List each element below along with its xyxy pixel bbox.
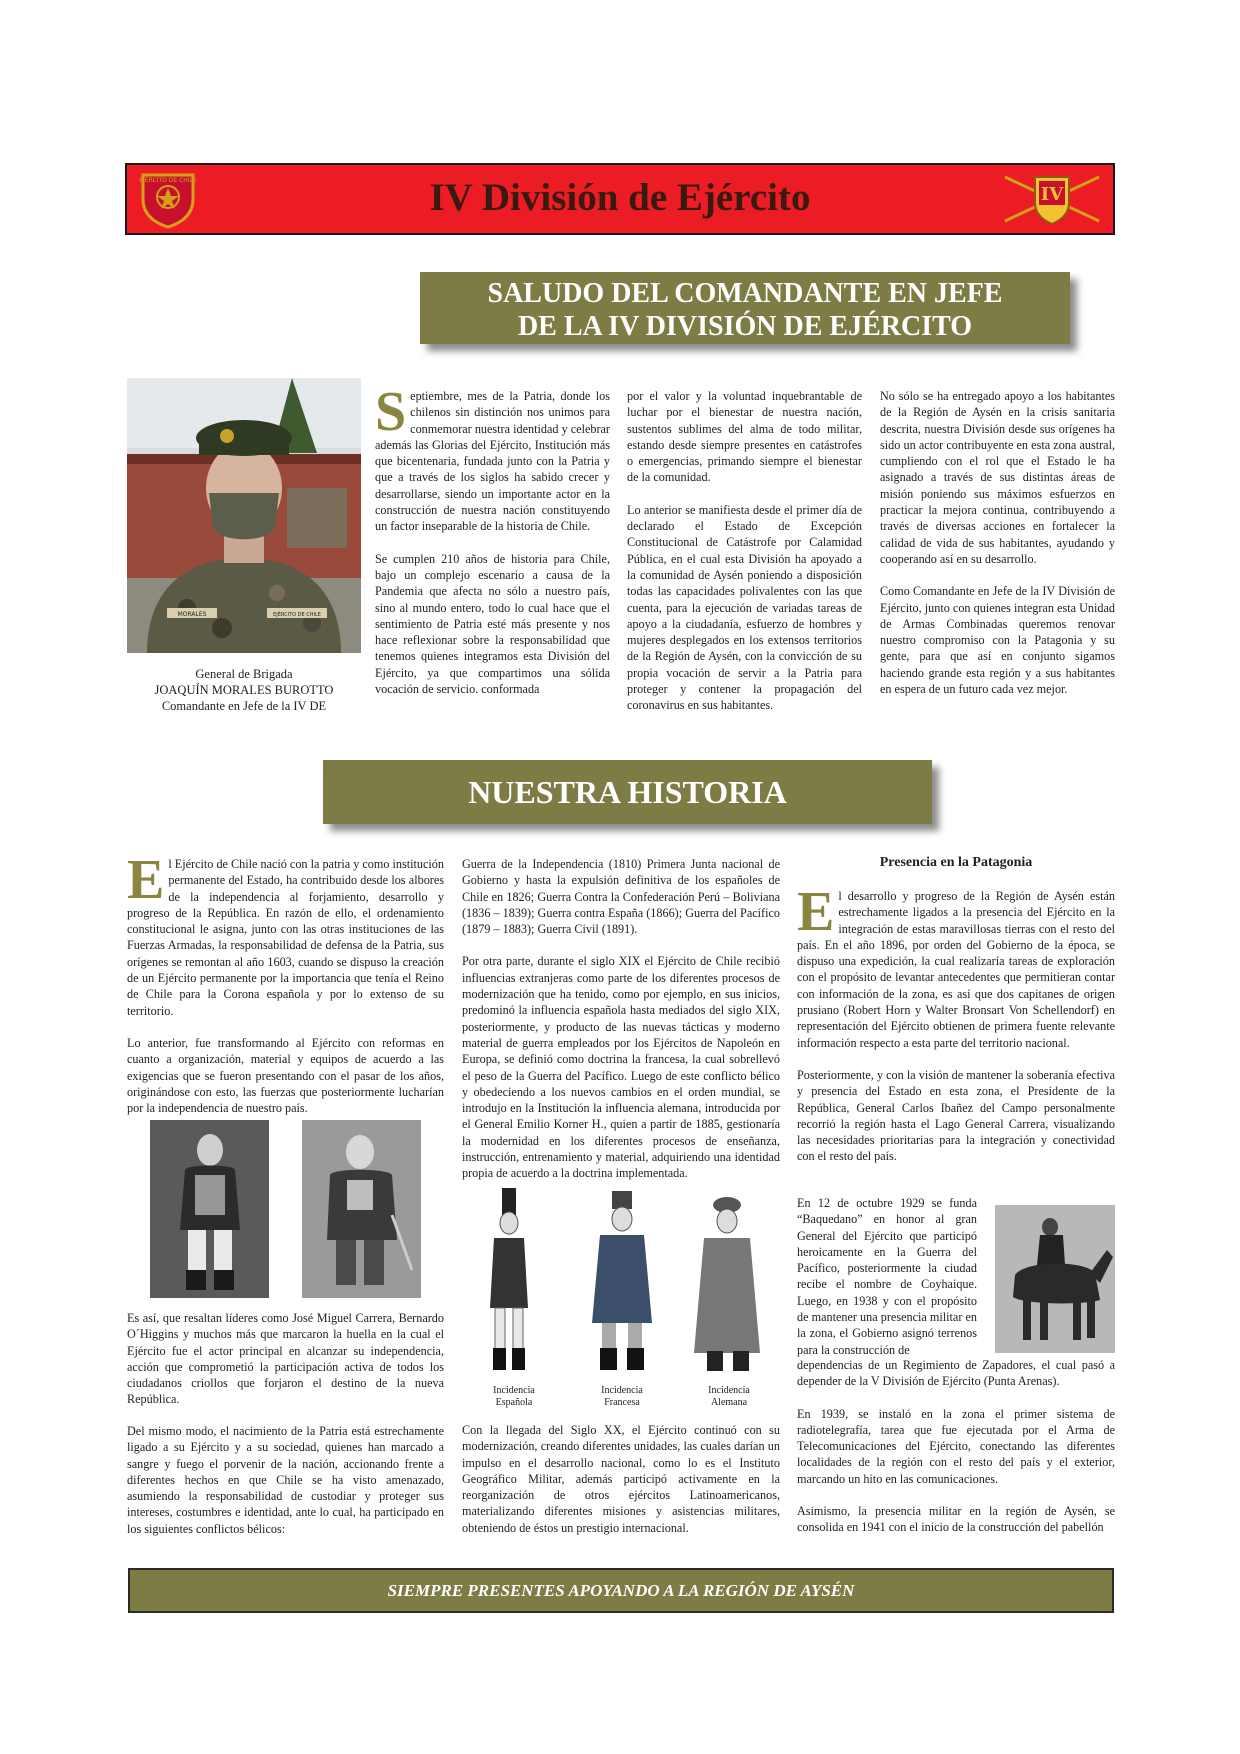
uniform-label-french xyxy=(582,1385,662,1409)
paragraph: Lo anterior, fue transformando al Ejército con reformas en cuanto a organización, material y equipos de acuerdo a las exigencias que se fueron presentando con el pasar de los años, originándose con esto, las fuerzas que posteriormente lucharían por la independencia de nuestro país. xyxy=(127,1035,444,1116)
division-numeral: IV xyxy=(1040,184,1064,205)
caption-role: Comandante en Jefe de la IV DE xyxy=(161,699,327,713)
greeting-column-1 xyxy=(375,381,610,713)
paragraph: dependencias de un Regimiento de Zapadores, el cual pasó a depender de la V División de Ejército (Punta Arenas). xyxy=(797,1358,1115,1389)
paragraph: Del mismo modo, el nacimiento de la Patria está estrechamente ligado a su Ejército y a su sociedad, quienes han marcado a sangre y fuego el porvenir de la nación, accionando frente a diferentes hechos en que Chile se ha visto amenazado, asumiendo la responsabilidad de custodiar y proteger sus intereses, costumbres e identidad, ante lo cual, ha participado en los siguientes conflictos bélicos: xyxy=(127,1424,444,1536)
paragraph: l desarrollo y progreso de la Región de Aysén están estrechamente ligados a la presencia del Ejército en la integración de estas maravillosas tierras con el resto del país. En el año 1896, por orden del Gobierno de la época, se dispuso una expedición, la cual realizaría tareas de exploración con el propósito de levantar antecedentes que permitieran contar con información de la zona, es así que dos capitanes de origen prusiano (Robert Horn y Walter Bronsart Von Schellendorf) en representación del Ejército obtienen de primera fuente relevante información respecto a esta parte del territorio nacional. xyxy=(797,889,1115,1050)
paragraph: Con la llegada del Siglo XX, el Ejército continuó con su modernización, creando diferentes unidades, las cuales darían un impulso en el desarrollo nacional, como lo es el Instituto Geográfico Militar, además participó activamente en la reorganización de otros ejércitos Latinoamericanos, materializando diferentes misiones y asistencias militares, obteniendo de éstos un prestigio internacional. xyxy=(462,1423,780,1535)
paragraph: Como Comandante en Jefe de la IV División de Ejército, junto con quienes integran esta Unidad de Armas Combinadas queremos renovar nuestro compromiso con la Patagonia y su gente, para que así en conjunto sigamos haciendo grande esta región y a sus habitantes en espera de un futuro cada vez mejor. xyxy=(880,584,1115,697)
drop-cap: S xyxy=(375,381,407,443)
paragraph: Se cumplen 210 años de historia para Chile, bajo un complejo escenario a causa de la Pandemia que afecta no sólo a nuestro país, sino al mundo entero, todo lo cual hace que el sentimiento de Patria esté más presente y nos hace reflexionar sobre la responsabilidad que tenemos quienes integramos esta División del Ejército, ya que compartimos una sólida vocación de servicio. conformada xyxy=(375,551,610,697)
commander-portrait xyxy=(127,378,361,653)
uniform-label-line: Alemana xyxy=(710,1397,748,1408)
uniforms-illustration xyxy=(462,1183,780,1383)
uniform-label-line: Incidencia xyxy=(493,1385,535,1396)
paragraph: l Ejército de Chile nació con la patria y como institución permanente del Estado, ha contribuido desde los albores de la independencia al forjamiento, desarrollo y progreso de la República. En razón de ello, el ordenamiento constitucional le asigna, junto con las otras instituciones de las Fuerzas Armadas, la responsabilidad de defensa de la Patria, sus orígenes se remontan al año 1603, cuando se dispuso la creación de un Ejército permanente por la importancia que tenía el Reino de Chile para la Corona española y por lo extenso de su territorio. xyxy=(127,857,444,1018)
greeting-heading-line1: SALUDO DEL COMANDANTE EN JEFE xyxy=(487,278,1003,309)
header-banner xyxy=(125,163,1115,235)
paragraph: eptiembre, mes de la Patria, donde los chilenos sin distinción nos unimos para conmemorar nuestra identidad y celebrar además las Glorias del Ejército, Institución más que bicentenaria, fundada junto con la Patria y que a través de los siglos ha sabido crecer y desarrollarse, siendo un importante actor en la construcción de nuestra nación constituyendo un factor inseparable de la historia de Chile. xyxy=(375,389,610,534)
caption-rank: General de Brigada xyxy=(195,667,293,681)
uniform-label-line: Incidencia xyxy=(601,1385,643,1396)
history-heading: NUESTRA HISTORIA xyxy=(323,760,932,824)
greeting-column-3 xyxy=(880,388,1115,713)
history-column-2 xyxy=(462,856,780,1198)
name-tag: MORALES xyxy=(177,611,207,618)
history-column-1-continued xyxy=(127,1310,444,1424)
header-title: IV División de Ejército xyxy=(429,176,811,219)
paragraph: Lo anterior se manifiesta desde el primer día de declarado el Estado de Excepción Constitucional de Catástrofe por Calamidad Pública, en el cual esta División ha apoyado a la comunidad de Aysén poniendo a disposición todas las capacidades polivalentes con las que cuenta, para la ejecución de variadas tareas de apoyo a la ciudadanía, esfuerzo de hombres y mujeres desplegados en los extensos territorios de la Región de Aysén, con la convicción de su propia vocación de servir a la Patria para proteger y contener la propagación del coronavirus en sus habitantes. xyxy=(627,502,862,713)
paragraph: En 12 de octubre 1929 se funda “Baquedano” en honor al gran General del Ejército que participó heroicamente en la Guerra del Pacífico, posteriormente la ciudad recibe el nombre de Coyhaique. Luego, en 1938 y con el propósito de mantener una presencia militar en la zona, el Gobierno asignó terrenos para la construcción de xyxy=(797,1196,977,1357)
paragraph: No sólo se ha entregado apoyo a los habitantes de la Región de Aysén en la crisis sanitaria descrita, nuestra División desde sus orígenes ha sido un actor contribuyente en esta zona austral, cumpliendo con el rol que el Estado le ha asignado a través de sus distintas áreas de misión poniendo sus máximos esfuerzos en practicar la mejora continua, contribuyendo a través de diversas acciones en fortalecer la calidad de vida de sus habitantes, ayudando y cooperando así en su desarrollo. xyxy=(880,389,1115,566)
greeting-heading-line2: DE LA IV DIVISIÓN DE EJÉRCITO xyxy=(517,311,973,342)
footer-slogan: SIEMPRE PRESENTES APOYANDO A LA REGIÓN DE AYSÉN xyxy=(387,1581,855,1600)
emblem-text: EJÉRCITO DE CHILE xyxy=(139,177,197,184)
paragraph: Por otra parte, durante el siglo XIX el Ejército de Chile recibió influencias extranjeras como parte de los diferentes procesos de modernización que ha tenido, como por ejemplo, en sus inicios, predominó la influencia española hasta mediados del siglo XIX, posteriormente, y producto de las nuevas tácticas y moderno material de guerra empleados por los Ejércitos de Napoleón en Europa, se definió como doctrina la francesa, la cual sobrellevó el peso de la Guerra del Pacífico. Luego de este conflicto bélico y obedeciendo a los nuevos cambios en el orden mundial, se introdujo en la Institución la influencia alemana, introducida por el General Emilio Korner H., quien a partir de 1885, gestionaría la modernidad en los diferentes procesos de enseñanza, instrucción, entrenamiento y material, adquiriendo una identidad propia de acuerdo a la doctrina implementada. xyxy=(462,954,780,1181)
greeting-heading xyxy=(420,272,1070,344)
history-column-2-end xyxy=(462,1422,780,1552)
greeting-column-2 xyxy=(627,388,862,730)
patagonia-subheading: Presencia en la Patagonia xyxy=(879,855,1033,870)
uniform-label-spanish xyxy=(474,1385,554,1409)
uniform-label-line: Incidencia xyxy=(708,1385,750,1396)
paragraph: En 1939, se instaló en la zona el primer sistema de radiotelegrafía, tarea que fue ejecutada por el Arma de Telecomunicaciones del Ejército, conectando las diferentes localidades de la región con el resto del país y el exterior, marcando un hito en las comunicaciones. xyxy=(797,1406,1115,1486)
portrait-caption xyxy=(127,666,361,714)
paragraph: Guerra de la Independencia (1810) Primera Junta nacional de Gobierno y hasta la expulsión definitiva de los españoles de Chile en 1826; Guerra Contra la Confederación Perú – Boliviana (1836 – 1839); Guerra contra España (1866); Guerra del Pacífico (1879 – 1883); Guerra Civil (1891). xyxy=(462,857,780,937)
history-column-3-end xyxy=(797,1357,1115,1552)
history-column-1-end xyxy=(127,1423,444,1553)
history-column-3 xyxy=(797,881,1115,1181)
drop-cap: E xyxy=(797,881,835,943)
history-column-1 xyxy=(127,849,444,1132)
drop-cap: E xyxy=(127,849,165,911)
division-emblem-icon xyxy=(997,169,1107,229)
history-column-3-narrow xyxy=(797,1195,977,1374)
paragraph: Posteriormente, y con la visión de mantener la soberanía efectiva y presencia del Estado en esta zona, el Presidente de la República, General Carlos Ibañez del Campo personalmente recorrió la región hasta el Lago General Carrera, visualizando las necesidades prioritarias para la integración y conectividad con el resto del país. xyxy=(797,1067,1115,1164)
paragraph: Es así, que resaltan líderes como José Miguel Carrera, Bernardo O´Higgins y muchos más que marcaron la huella en la cual el Ejército fue el actor principal en alcanzar su independencia, acción que comprometió la participación activa de todos los ciudadanos criollos que forjaron el destino de la nueva República. xyxy=(127,1311,444,1407)
army-tag: EJÉRCITO DE CHILE xyxy=(273,612,321,618)
carrera-portrait-image xyxy=(150,1120,269,1298)
uniform-label-line: Española xyxy=(495,1397,533,1408)
baquedano-horse-image xyxy=(995,1205,1115,1353)
ohiggins-portrait-image xyxy=(302,1120,421,1298)
paragraph: Asimismo, la presencia militar en la región de Aysén, se consolida en 1941 con el inicio de la construcción del pabellón xyxy=(797,1504,1115,1535)
uniform-label-german xyxy=(689,1385,769,1409)
uniform-label-line: Francesa xyxy=(604,1397,640,1408)
paragraph: por el valor y la voluntad inquebrantable de luchar por el bienestar de nuestra nación, sustentos sublimes del alma de todo militar, estando desde siempre presentes en catástrofes o emergencias, primando siempre el bienestar de la comunidad. xyxy=(627,389,862,485)
footer-slogan-bar xyxy=(128,1568,1114,1613)
caption-name: JOAQUÍN MORALES BUROTTO xyxy=(154,683,334,697)
